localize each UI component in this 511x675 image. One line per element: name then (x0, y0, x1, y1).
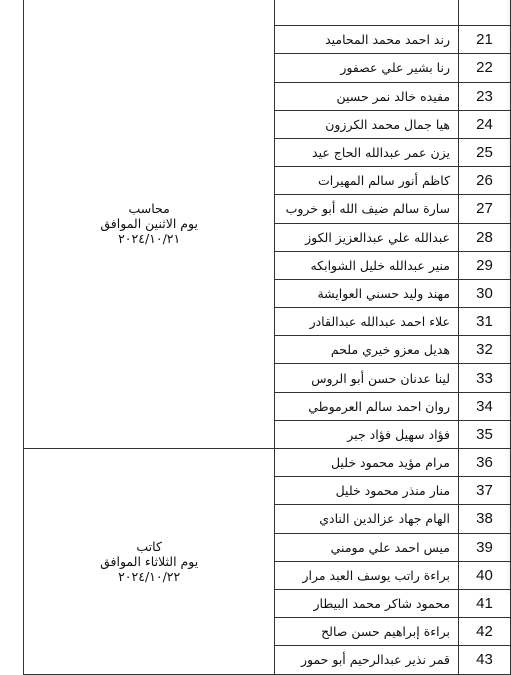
name-cell: رند احمد محمد المحاميد (275, 26, 459, 54)
number-cell: 21 (459, 26, 511, 54)
number-cell: 35 (459, 420, 511, 448)
number-cell: 27 (459, 195, 511, 223)
number-cell: 23 (459, 82, 511, 110)
candidates-table (23, 0, 511, 675)
name-cell: منار منذر محمود خليل (275, 477, 459, 505)
name-cell: هيا جمال محمد الكرزون (275, 110, 459, 138)
name-cell: سارة سالم ضيف الله أبو خروب (275, 195, 459, 223)
number-cell: 41 (459, 589, 511, 617)
name-cell: مفيده خالد نمر حسين (275, 82, 459, 110)
number-cell: 30 (459, 279, 511, 307)
name-cell: كاظم أنور سالم المهيرات (275, 167, 459, 195)
number-cell: 31 (459, 308, 511, 336)
candidates-table-body (24, 0, 511, 674)
name-cell: الهام جهاد عزالدين النادي (275, 505, 459, 533)
name-cell: يزن عمر عبدالله الحاج عيد (275, 138, 459, 166)
name-cell: عبدالله علي عبدالعزيز الكوز (275, 223, 459, 251)
number-cell: 22 (459, 54, 511, 82)
table-row (24, 0, 511, 26)
name-cell: لينا عدنان حسن أبو الروس (275, 364, 459, 392)
number-cell: 36 (459, 449, 511, 477)
number-cell: 26 (459, 167, 511, 195)
name-cell: مهند وليد حسني العوايشة (275, 279, 459, 307)
group-date: ٢٠٢٤/١٠/٢٢ (118, 568, 181, 584)
number-cell: 33 (459, 364, 511, 392)
name-cell: ميس احمد علي مومني (275, 533, 459, 561)
name-cell: علاء احمد عبدالله عبدالقادر (275, 308, 459, 336)
name-cell (275, 0, 459, 26)
group-day: يوم الاثنين الموافق (100, 215, 198, 231)
name-cell: فؤاد سهيل فؤاد جبر (275, 420, 459, 448)
name-cell: رنا بشير علي عصفور (275, 54, 459, 82)
number-cell: 39 (459, 533, 511, 561)
name-cell: هديل معزو خيري ملحم (275, 336, 459, 364)
name-cell: منير عبدالله خليل الشوابكه (275, 251, 459, 279)
name-cell: مرام مؤيد محمود خليل (275, 449, 459, 477)
group-date: ٢٠٢٤/١٠/٢١ (118, 230, 181, 246)
name-cell: قمر نذير عبدالرحيم أبو حمور (275, 646, 459, 674)
table-row (24, 449, 511, 477)
number-cell: 34 (459, 392, 511, 420)
group-role: محاسب (128, 200, 170, 216)
number-cell: 38 (459, 505, 511, 533)
number-cell: 24 (459, 110, 511, 138)
group-label-cell (24, 0, 275, 449)
name-cell: محمود شاكر محمد البيطار (275, 589, 459, 617)
group-role: كاتب (136, 538, 162, 554)
number-cell: 40 (459, 561, 511, 589)
number-cell: 37 (459, 477, 511, 505)
name-cell: براءة راتب يوسف العبد مرار (275, 561, 459, 589)
group-day: يوم الثلاثاء الموافق (100, 553, 199, 569)
page-edge-shadow (505, 0, 511, 594)
number-cell: 28 (459, 223, 511, 251)
number-cell: 43 (459, 646, 511, 674)
number-cell: 25 (459, 138, 511, 166)
number-cell: 32 (459, 336, 511, 364)
number-cell: 29 (459, 251, 511, 279)
number-cell (459, 0, 511, 26)
name-cell: روان احمد سالم العرموطي (275, 392, 459, 420)
name-cell: براءة إبراهيم حسن صالح (275, 618, 459, 646)
group-label-cell (24, 449, 275, 675)
number-cell: 42 (459, 618, 511, 646)
